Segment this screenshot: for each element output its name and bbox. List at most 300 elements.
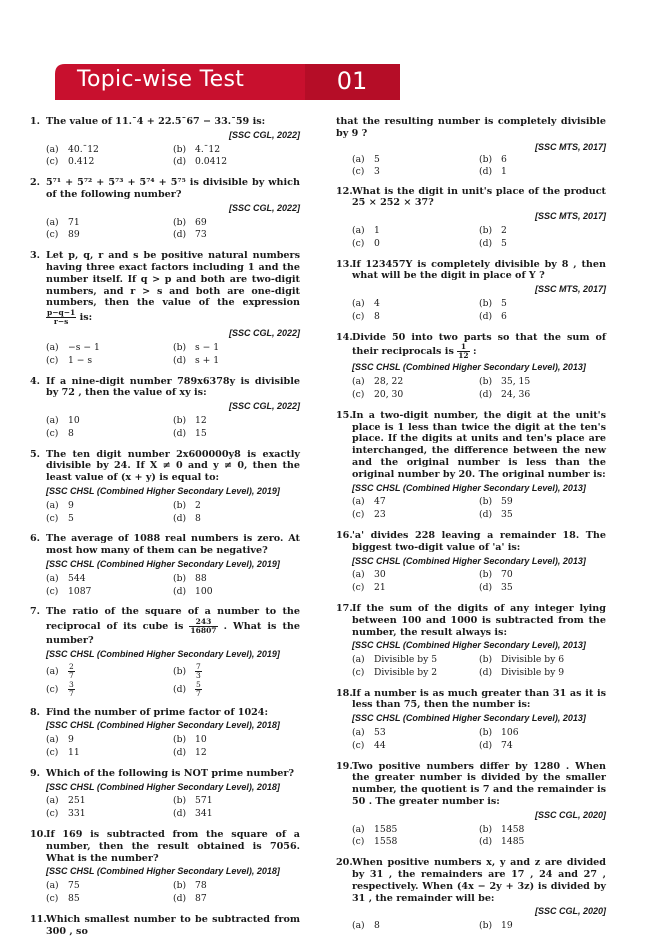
question-fraction-numerator: p−q−1 — [47, 308, 76, 318]
option-label: (c) — [46, 512, 59, 524]
question-2-option — [46, 217, 173, 229]
option-denominator: 7 — [196, 688, 201, 698]
option-value: 1458 — [501, 823, 525, 835]
question-7 — [30, 606, 300, 697]
option-label: (c) — [46, 808, 59, 820]
question-text — [46, 707, 300, 719]
question-9-option — [46, 808, 173, 820]
question-7-head — [30, 606, 300, 647]
question-text-main: 5⁷¹ + 5⁷² + 5⁷³ + 5⁷⁴ + 5⁷⁵ is divisible by which of the following number? — [46, 177, 300, 200]
question-2-options — [30, 217, 300, 242]
option-label: (b) — [173, 341, 187, 353]
question-11-option — [352, 166, 479, 177]
question-number: 16. — [336, 529, 353, 541]
option-label: (c) — [352, 509, 365, 521]
question-number: 3. — [30, 250, 41, 262]
question-text-main: If 123457Y is completely divisible by 8 , then what will be the digit in place of Y ? — [352, 258, 606, 282]
question-16-option — [352, 582, 479, 594]
question-9-source: [SSC CHSL (Combined Higher Secondary Level), 2018] — [46, 781, 280, 792]
option-label: (b) — [479, 376, 493, 388]
question-17-option — [352, 667, 479, 679]
question-19-source: [SSC CGL, 2020] — [534, 809, 606, 820]
option-label: (b) — [479, 496, 493, 508]
question-3-head — [30, 250, 300, 326]
option-label: (c) — [46, 427, 59, 439]
option-value: 10 — [195, 734, 207, 746]
question-text-after: is: — [79, 312, 93, 324]
option-label: (b) — [173, 414, 187, 426]
option-value: 5 — [501, 297, 507, 309]
question-6-head — [30, 533, 300, 557]
question-18-option — [352, 727, 479, 739]
question-16-option — [479, 582, 606, 594]
option-label: (d) — [479, 836, 493, 848]
option-label: (d) — [173, 427, 187, 439]
question-14 — [336, 332, 606, 401]
question-4-option — [46, 415, 173, 427]
option-value: 20, 30 — [374, 388, 404, 400]
option-label: (a) — [46, 414, 59, 426]
option-value: 5 — [501, 237, 507, 249]
option-label: (c) — [46, 585, 59, 597]
option-value: 8 — [374, 920, 380, 932]
option-value: Divisible by 5 — [374, 654, 438, 666]
option-value: 19 — [501, 920, 513, 932]
question-text — [46, 250, 300, 326]
question-11-option — [479, 166, 606, 177]
option-label: (d) — [479, 509, 493, 521]
question-2-head — [30, 177, 300, 201]
option-label: (d) — [173, 808, 187, 820]
question-10 — [30, 829, 300, 905]
option-label: (c) — [46, 747, 59, 759]
option-label: (c) — [46, 229, 59, 241]
question-6-options — [30, 573, 300, 598]
option-label: (b) — [173, 572, 187, 584]
option-label: (a) — [352, 569, 365, 581]
question-number: 8. — [30, 706, 41, 718]
question-4-option — [173, 428, 300, 440]
option-value: 0 — [374, 237, 380, 249]
option-label: (c) — [352, 582, 365, 594]
option-value: 0.0412 — [195, 156, 228, 168]
question-10-option — [46, 893, 173, 905]
question-15-option — [479, 509, 606, 521]
question-3-source: [SSC CGL, 2022] — [228, 328, 300, 339]
option-numerator: 3 — [69, 679, 74, 689]
option-label: (b) — [173, 665, 187, 677]
option-label: (a) — [46, 665, 59, 677]
question-8-options — [30, 734, 300, 759]
question-1-option — [173, 144, 300, 156]
question-number: 1. — [30, 116, 41, 127]
option-value: 6 — [501, 310, 507, 322]
question-2-option — [46, 229, 173, 241]
question-6-option — [46, 586, 173, 598]
option-value: 70 — [501, 569, 513, 581]
question-19-option — [352, 836, 479, 848]
question-number: 13. — [336, 258, 353, 270]
question-15-source: [SSC CHSL (Combined Higher Secondary Level), 2013] — [352, 482, 586, 493]
option-label: (d) — [479, 739, 493, 751]
question-8-source: [SSC CHSL (Combined Higher Secondary Level), 2018] — [46, 720, 280, 731]
question-number: 6. — [30, 533, 41, 545]
question-18-option — [352, 740, 479, 752]
question-text-main: The ratio of the square of a number to the reciprocal of its cube is — [46, 606, 300, 633]
question-10-head — [30, 829, 300, 864]
option-label: (a) — [46, 880, 59, 892]
option-label: (a) — [352, 376, 365, 388]
question-text — [46, 177, 300, 201]
option-value: 2 — [501, 224, 507, 236]
option-value: 1087 — [68, 585, 92, 597]
question-20-option — [352, 920, 479, 932]
question-10-source: [SSC CHSL (Combined Higher Secondary Level), 2018] — [46, 866, 280, 877]
question-13 — [336, 259, 606, 323]
option-label: (c) — [352, 836, 365, 848]
option-label: (d) — [173, 683, 187, 695]
option-label: (b) — [479, 920, 493, 932]
question-number: 4. — [30, 375, 41, 387]
option-value: 9 — [68, 734, 74, 746]
option-value: 75 — [68, 880, 80, 892]
option-label: (b) — [173, 734, 187, 746]
option-value: 5 — [68, 512, 74, 524]
question-6-option — [173, 573, 300, 585]
question-5-option — [46, 500, 173, 512]
question-number: 5. — [30, 448, 41, 460]
option-value: 44 — [374, 739, 386, 751]
option-value: 24, 36 — [501, 388, 531, 400]
option-value: 85 — [68, 893, 80, 905]
option-value: 331 — [68, 808, 86, 820]
question-text-main: In a two-digit number, the digit at the unit's place is 1 less than twice the digit at the ten's place. If the digits at units and ten's place are interchanged, the difference between the new and the original number is less than the original number by 20. The original number is: — [352, 409, 606, 480]
option-value: 5 — [374, 153, 380, 165]
option-value: 1 — [501, 165, 507, 177]
question-text-main: If 169 is subtracted from the square of a number, then the result obtained is 7056. What is the number? — [46, 829, 300, 864]
option-label: (d) — [173, 512, 187, 524]
option-fraction — [195, 681, 202, 698]
question-3-option — [173, 355, 300, 367]
question-4-head — [30, 376, 300, 400]
question-13-options — [336, 298, 606, 323]
question-2-source: [SSC CGL, 2022] — [228, 202, 300, 213]
option-value: 8 — [374, 310, 380, 322]
question-text-main: If a number is as much greater than 31 as it is less than 75, then the number is: — [352, 687, 606, 711]
option-value: 23 — [374, 509, 386, 521]
question-4 — [30, 376, 300, 440]
question-9-options — [30, 795, 300, 820]
question-7-option — [46, 663, 173, 680]
question-12-head — [336, 186, 606, 210]
question-3 — [30, 250, 300, 366]
question-5-option — [173, 513, 300, 525]
question-13-option — [479, 298, 606, 310]
option-label: (a) — [46, 499, 59, 511]
option-value: Divisible by 6 — [501, 654, 565, 666]
option-value: 0.412 — [68, 156, 95, 168]
option-value: 8 — [195, 512, 201, 524]
question-text — [46, 449, 300, 484]
question-text-after: . What is the number? — [46, 621, 300, 647]
option-label: (b) — [479, 153, 493, 165]
option-label: (a) — [46, 341, 59, 353]
question-text — [352, 530, 606, 554]
question-13-option — [479, 311, 606, 323]
option-numerator: 7 — [196, 661, 201, 671]
option-value: 12 — [195, 414, 207, 426]
question-9-option — [173, 795, 300, 807]
question-17-option — [479, 667, 606, 679]
question-5 — [30, 449, 300, 525]
option-label: (b) — [173, 880, 187, 892]
question-5-option — [173, 500, 300, 512]
option-label: (d) — [173, 354, 187, 366]
question-12-source: [SSC MTS, 2017] — [534, 211, 606, 222]
question-text-main: What is the digit in unit's place of the product 25 × 252 × 37? — [352, 185, 606, 209]
option-value: 15 — [195, 427, 207, 439]
question-3-options — [30, 342, 300, 367]
option-numerator: 2 — [69, 661, 74, 671]
question-7-option — [173, 681, 300, 698]
question-17-head — [336, 603, 606, 638]
question-4-options — [30, 415, 300, 440]
option-label: (c) — [352, 310, 365, 322]
option-value: 1 — [374, 224, 380, 236]
question-5-head — [30, 449, 300, 484]
option-value: 3 — [374, 165, 380, 177]
question-7-option — [173, 663, 300, 680]
question-text-main: 'a' divides 228 leaving a remainder 18. The biggest two-digit value of 'a' is: — [352, 529, 606, 553]
question-11-head — [30, 914, 300, 938]
option-label: (d) — [173, 747, 187, 759]
option-label: (d) — [173, 585, 187, 597]
question-19-head — [336, 761, 606, 808]
option-label: (c) — [46, 354, 59, 366]
question-4-source: [SSC CGL, 2022] — [228, 401, 300, 412]
option-value: 1558 — [374, 836, 398, 848]
option-value: 1485 — [501, 836, 525, 848]
question-18 — [336, 688, 606, 752]
question-11-option — [479, 154, 606, 165]
question-16-head — [336, 530, 606, 554]
question-text-main: The ten digit number 2x600000y8 is exactly divisible by 24. If X ≠ 0 and y ≠ 0, then the least value of (x + y) is equal to: — [46, 448, 300, 484]
option-value: 35, 15 — [501, 376, 531, 388]
question-8-option — [173, 747, 300, 759]
question-text — [46, 116, 300, 128]
question-14-option — [352, 376, 479, 388]
option-value: 87 — [195, 893, 207, 905]
option-value: 11 — [68, 747, 80, 759]
option-value: 73 — [195, 229, 207, 241]
option-label: (a) — [352, 496, 365, 508]
option-label: (a) — [46, 216, 59, 228]
option-value: 251 — [68, 795, 86, 807]
option-value: 4 — [374, 297, 380, 309]
option-value: −s − 1 — [68, 341, 100, 353]
question-4-option — [173, 415, 300, 427]
question-fraction — [457, 343, 469, 360]
question-text — [352, 603, 606, 638]
question-1-option — [46, 144, 173, 156]
question-text — [352, 332, 606, 361]
question-text-main: Two positive numbers differ by 1280 . When the greater number is divided by the smaller number, the quotient is 7 and the remainder is 50 . The greater number is: — [352, 760, 606, 808]
option-label: (a) — [46, 734, 59, 746]
option-label: (d) — [479, 582, 493, 594]
question-19-options — [336, 824, 606, 849]
question-12-option — [352, 238, 479, 250]
question-16-option — [479, 569, 606, 581]
question-10-options — [30, 880, 300, 905]
question-13-option — [352, 311, 479, 323]
question-18-head — [336, 688, 606, 712]
question-6-source: [SSC CHSL (Combined Higher Secondary Level), 2019] — [46, 558, 280, 569]
question-13-source: [SSC MTS, 2017] — [534, 284, 606, 295]
question-2-option — [173, 217, 300, 229]
question-text — [46, 606, 300, 647]
question-13-option — [352, 298, 479, 310]
option-value: 10 — [68, 414, 80, 426]
option-value: 69 — [195, 216, 207, 228]
question-text — [46, 829, 300, 864]
option-value: 35 — [501, 582, 513, 594]
question-1-head — [30, 116, 300, 128]
option-value: Divisible by 2 — [374, 666, 438, 678]
option-value: 544 — [68, 572, 86, 584]
question-5-source: [SSC CHSL (Combined Higher Secondary Level), 2019] — [46, 485, 280, 496]
question-number: 7. — [30, 606, 41, 618]
question-15-option — [352, 496, 479, 508]
option-value: 4.¯12 — [195, 143, 221, 155]
question-text-after: : — [472, 346, 477, 358]
option-value: 100 — [195, 585, 213, 597]
question-text — [352, 761, 606, 808]
question-1-source: [SSC CGL, 2022] — [228, 129, 300, 140]
question-18-source: [SSC CHSL (Combined Higher Secondary Level), 2013] — [352, 713, 586, 724]
option-value: 12 — [195, 747, 207, 759]
question-10-option — [46, 880, 173, 892]
question-16-options — [336, 569, 606, 594]
question-text-main: Which of the following is NOT prime number? — [46, 767, 294, 779]
option-label: (a) — [46, 795, 59, 807]
option-label: (a) — [352, 153, 365, 165]
option-label: (a) — [352, 297, 365, 309]
option-label: (d) — [173, 156, 187, 168]
option-value: 28, 22 — [374, 376, 404, 388]
question-number: 11. — [30, 913, 47, 925]
question-20 — [336, 857, 606, 932]
question-3-option — [46, 342, 173, 354]
question-6-option — [46, 573, 173, 585]
option-value: s − 1 — [195, 341, 220, 353]
option-label: (b) — [173, 499, 187, 511]
question-17-option — [352, 654, 479, 666]
option-denominator: 7 — [69, 688, 74, 698]
question-17-option — [479, 654, 606, 666]
option-label: (d) — [173, 893, 187, 905]
question-20-head — [336, 857, 606, 904]
question-number: 14. — [336, 331, 353, 343]
question-number: 19. — [336, 760, 353, 772]
option-value: 1585 — [374, 823, 398, 835]
question-19-option — [479, 824, 606, 836]
question-fraction-denominator: r−s — [53, 317, 69, 327]
question-fraction-denominator: 12 — [458, 351, 469, 361]
question-number: 9. — [30, 767, 41, 779]
question-19 — [336, 761, 606, 849]
question-3-option — [173, 342, 300, 354]
option-label: (c) — [352, 388, 365, 400]
option-value: 89 — [68, 229, 80, 241]
question-fraction-denominator: 16807 — [190, 626, 217, 636]
question-number: 18. — [336, 687, 353, 699]
question-text — [352, 688, 606, 712]
option-value: 341 — [195, 808, 213, 820]
question-text — [352, 410, 606, 481]
question-9-head — [30, 768, 300, 780]
option-label: (a) — [352, 224, 365, 236]
option-label: (d) — [479, 310, 493, 322]
question-1 — [30, 116, 300, 168]
option-label: (c) — [46, 683, 59, 695]
question-number: 15. — [336, 409, 353, 421]
question-text — [46, 376, 300, 400]
option-label: (b) — [479, 224, 493, 236]
option-value: 88 — [195, 572, 207, 584]
option-value: 106 — [501, 727, 519, 739]
right-column — [336, 116, 606, 941]
option-value: 47 — [374, 496, 386, 508]
option-label: (b) — [173, 216, 187, 228]
question-9-option — [46, 795, 173, 807]
option-value: 40.¯12 — [68, 143, 99, 155]
question-8-option — [46, 734, 173, 746]
question-text-main: Let p, q, r and s be positive natural numbers having three exact factors including 1 and the number itself. If q > p and both are two-digit numbers, and r > s and both are one-digit numbers, then the value of the expression — [46, 250, 300, 309]
question-text — [352, 857, 606, 904]
option-label: (b) — [479, 823, 493, 835]
option-denominator: 3 — [196, 670, 201, 680]
question-10-option — [173, 893, 300, 905]
question-text — [352, 186, 606, 210]
question-15-option — [352, 509, 479, 521]
question-6 — [30, 533, 300, 597]
question-15-option — [479, 496, 606, 508]
question-7-option — [46, 681, 173, 698]
question-12-options — [336, 225, 606, 250]
question-text-main: Which smallest number to be subtracted from 300 , so — [46, 913, 300, 937]
option-value: 71 — [68, 216, 80, 228]
question-4-option — [46, 428, 173, 440]
option-label: (b) — [173, 143, 187, 155]
option-fraction — [68, 681, 75, 698]
question-number: 10. — [30, 829, 47, 841]
question-text-main: If a nine-digit number 789x6378y is divisible by 72 , then the value of xy is: — [46, 375, 300, 399]
question-18-option — [479, 740, 606, 752]
option-value: 74 — [501, 739, 513, 751]
option-fraction — [68, 663, 75, 680]
banner-title: Topic-wise Test — [77, 67, 245, 92]
question-20-option — [479, 920, 606, 932]
question-16-source: [SSC CHSL (Combined Higher Secondary Level), 2013] — [352, 555, 586, 566]
question-9 — [30, 768, 300, 820]
option-value: 9 — [68, 499, 74, 511]
question-text — [46, 914, 300, 938]
question-8 — [30, 707, 300, 759]
topic-banner — [55, 64, 400, 100]
banner-number: 01 — [336, 67, 368, 95]
option-value: 35 — [501, 509, 513, 521]
question-7-options — [30, 663, 300, 698]
